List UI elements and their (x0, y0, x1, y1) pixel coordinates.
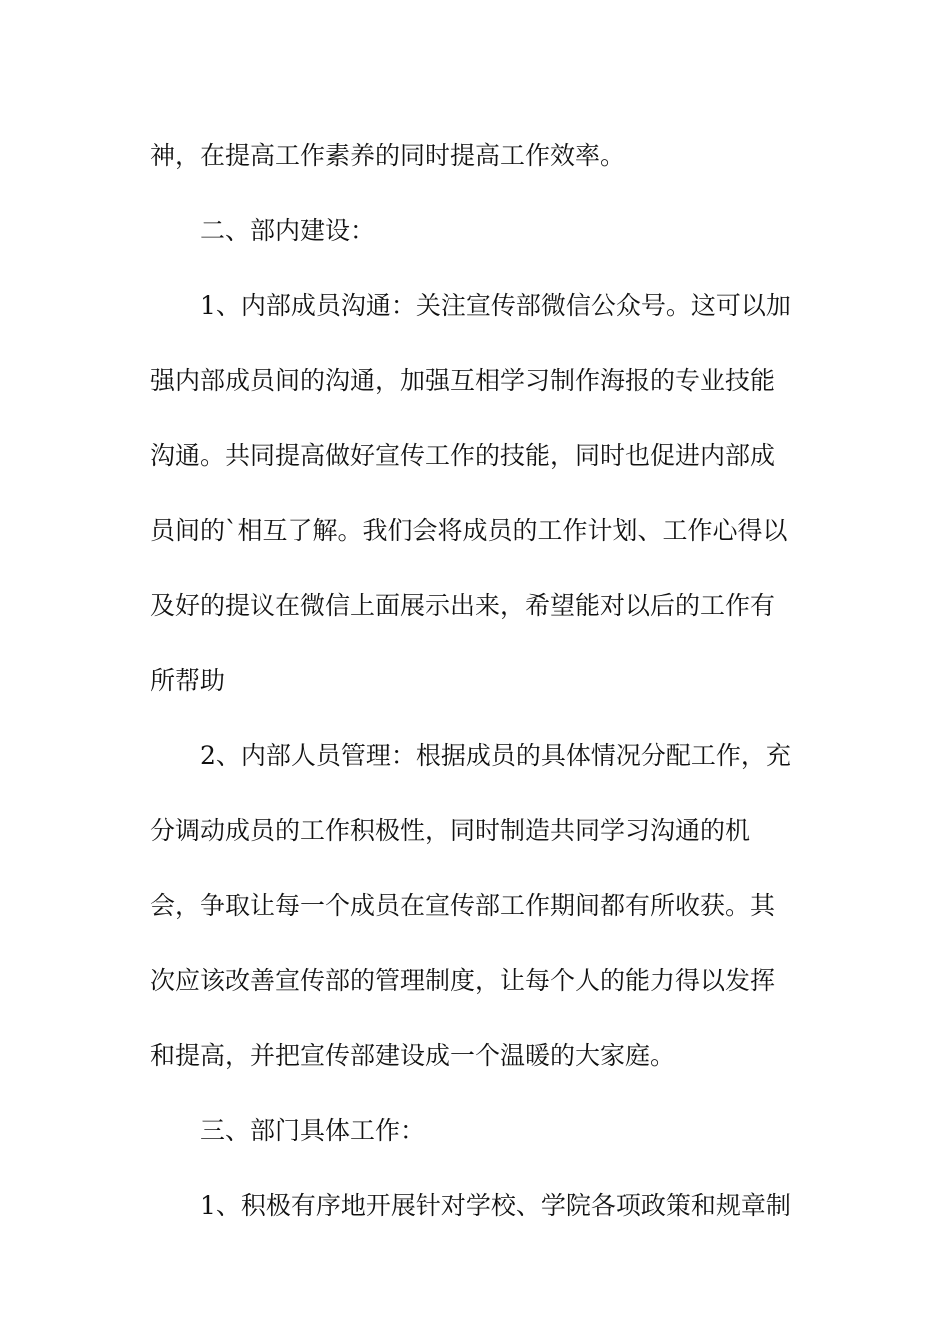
paragraph-continuation-line: 神，在提高工作素养的同时提高工作效率。 (150, 141, 626, 170)
section-heading-specific-work: 三、部门具体工作： (200, 1116, 426, 1145)
item-2-line-4: 次应该改善宣传部的管理制度，让每个人的能力得以发挥 (150, 966, 776, 995)
item-2-line-3: 会，争取让每一个成员在宣传部工作期间都有所收获。其 (150, 891, 776, 920)
section-heading-internal-construction: 二、部内建设： (200, 216, 376, 245)
specific-work-item-1-line: 1、积极有序地开展针对学校、学院各项政策和规章制 (200, 1191, 791, 1220)
item-1-line-5: 及好的提议在微信上面展示出来，希望能对以后的工作有 (150, 591, 776, 620)
document-body (150, 118, 810, 1243)
item-1-line-4: 员间的`相互了解。我们会将成员的工作计划、工作心得以 (150, 516, 788, 545)
item-2-line-2: 分调动成员的工作积极性，同时制造共同学习沟通的机 (150, 816, 751, 845)
item-1-line-6: 所帮助 (150, 666, 226, 695)
item-1-line-3: 沟通。共同提高做好宣传工作的技能，同时也促进内部成 (150, 441, 776, 470)
item-2-personnel-management-line: 2、内部人员管理：根据成员的具体情况分配工作，充 (200, 741, 791, 770)
item-1-line-2: 强内部成员间的沟通，加强互相学习制作海报的专业技能 (150, 366, 776, 395)
item-1-member-communication-line: 1、内部成员沟通：关注宣传部微信公众号。这可以加 (200, 291, 791, 320)
item-2-line-5: 和提高，并把宣传部建设成一个温暖的大家庭。 (150, 1041, 676, 1070)
